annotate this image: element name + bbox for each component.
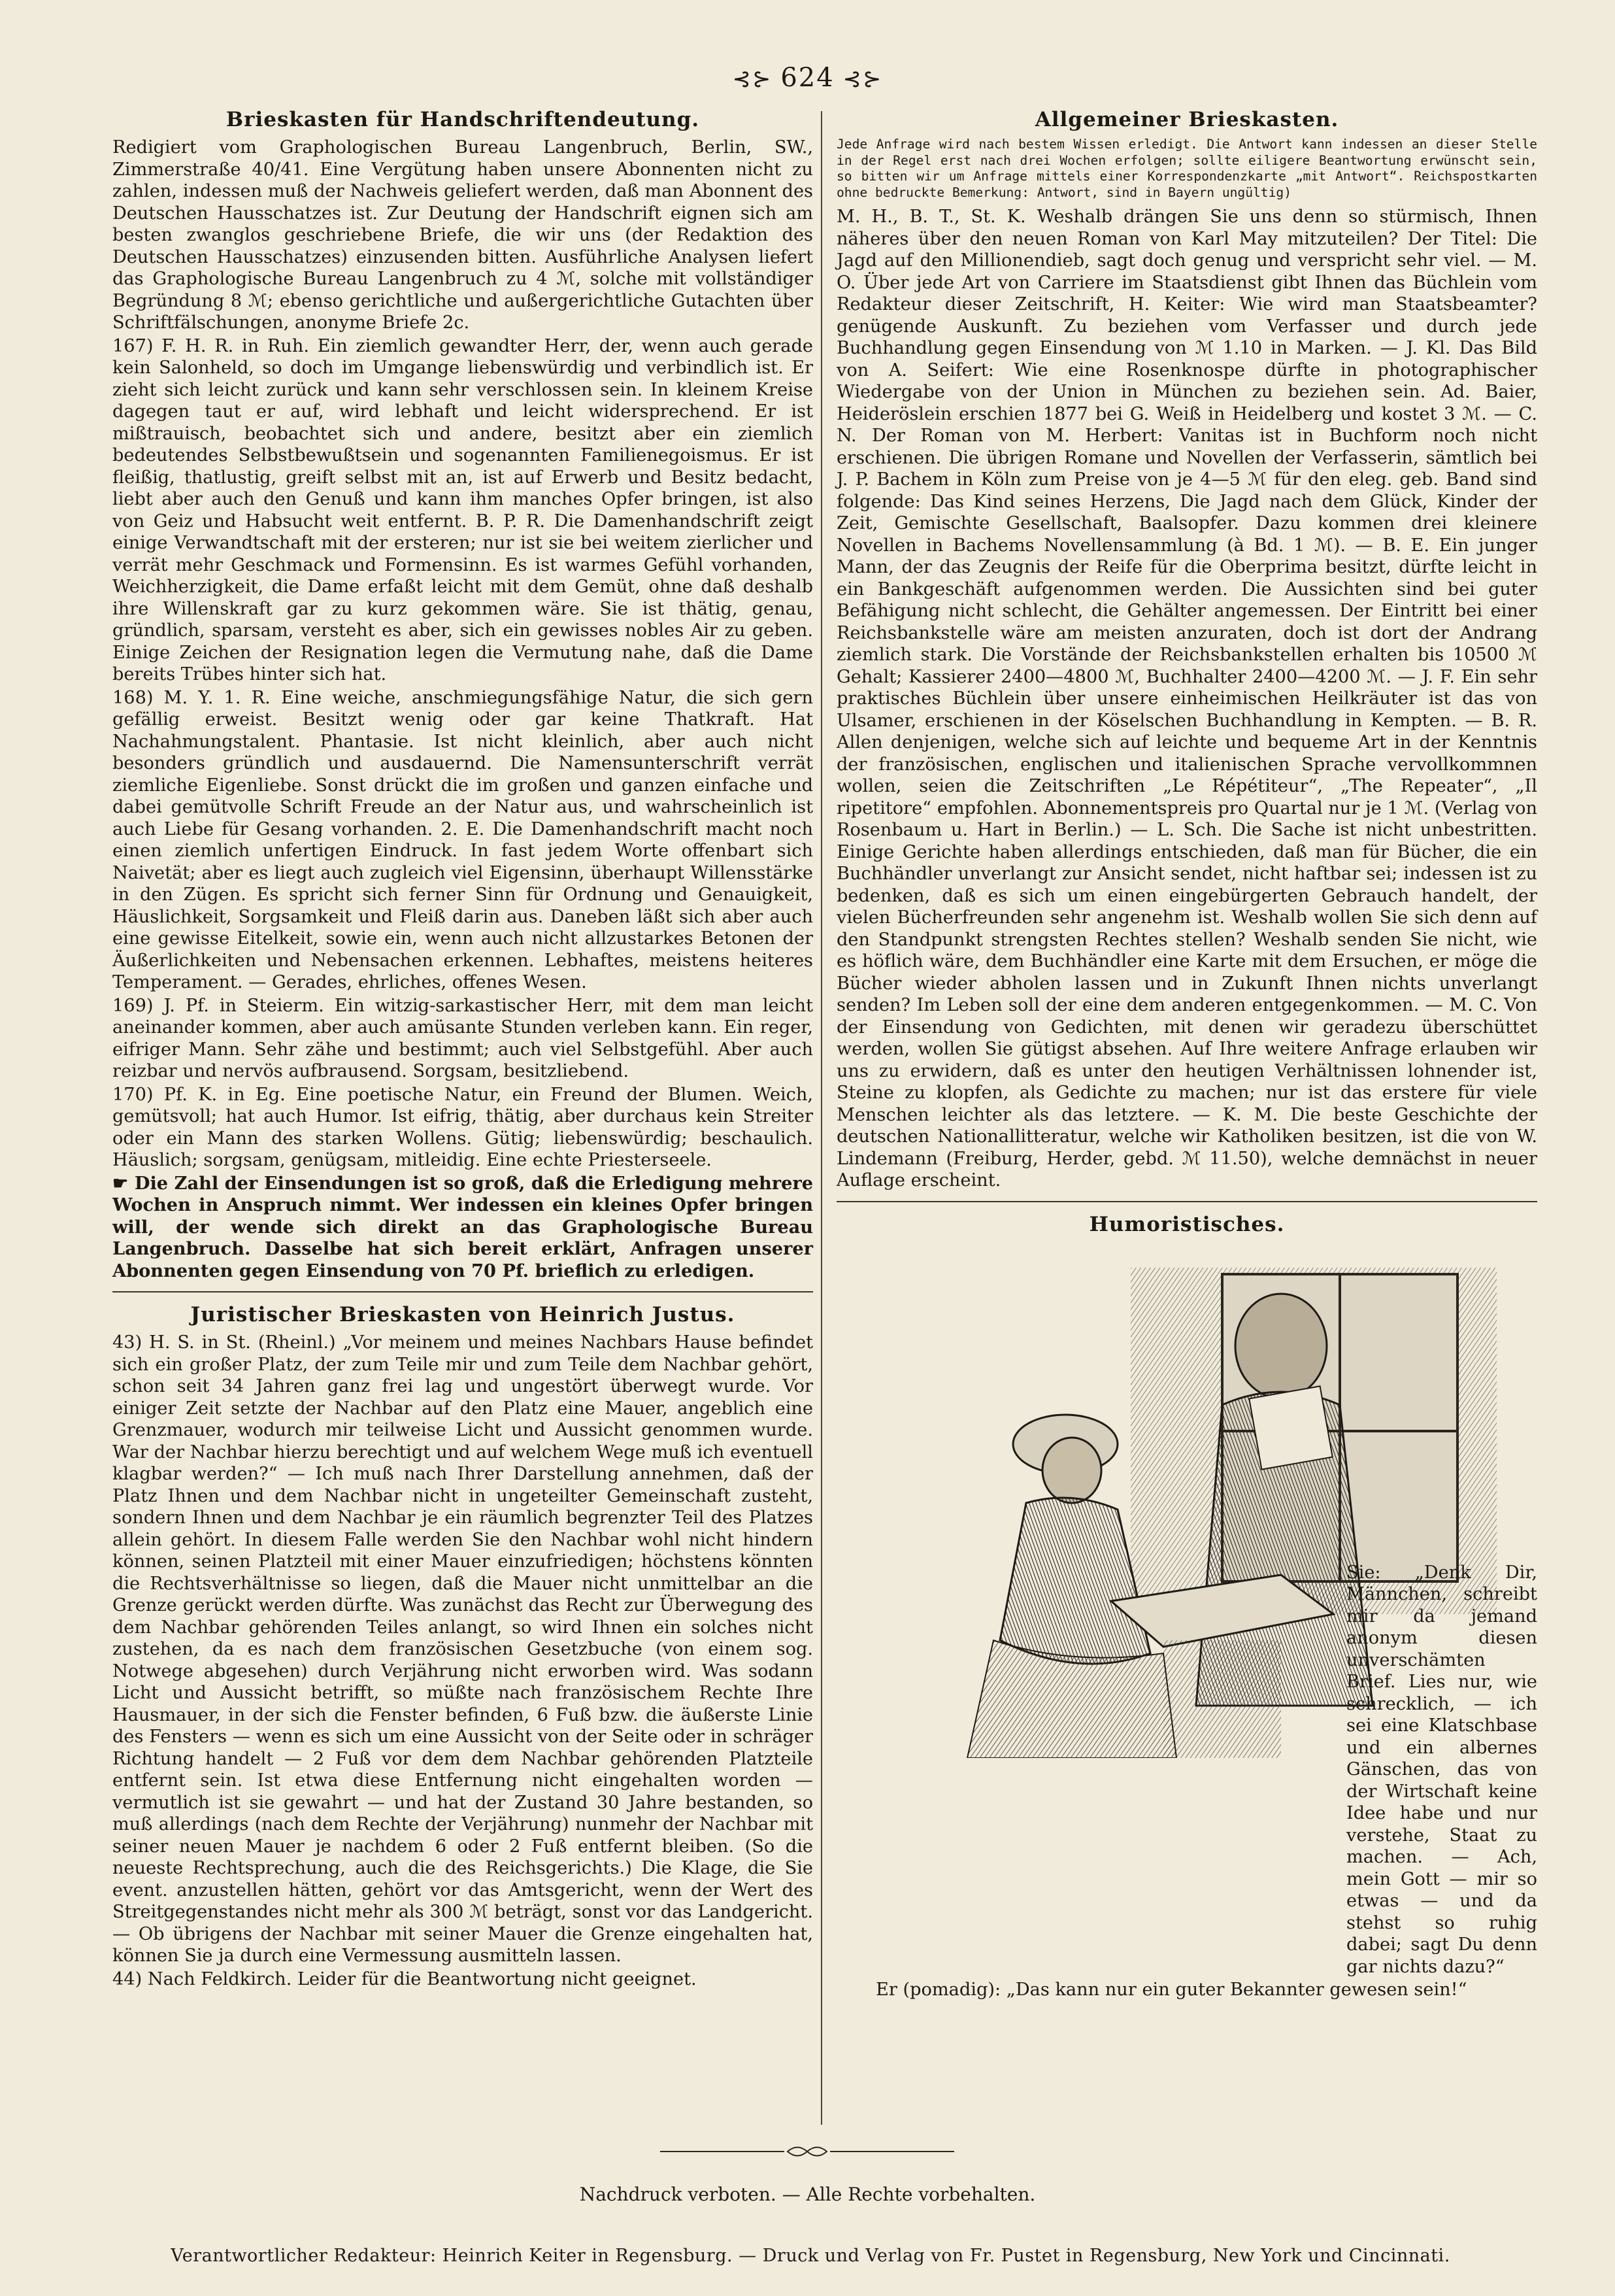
footer-imprint: Verantwortlicher Redakteur: Heinrich Keiter in Regensburg. — Druck und Verlag von Fr. Pustet in Regensburg, New York und Cincinnati. <box>171 2246 1450 2266</box>
section-divider <box>112 1291 813 1292</box>
woman-head <box>1042 1438 1101 1503</box>
humor-title: Humoristisches. <box>1089 1212 1285 1236</box>
general-note: Jede Anfrage wird nach bestem Wissen erledigt. Die Antwort kann indessen an dieser Stelle in der Regel erst nach drei Wochen erfolgen; sollte eiligere Beantwortung erwünscht sein, so bitten wir um Anfrage mittels einer Korrespondenzkarte „mit Antwort“. Reichspostkarten ohne bedruckte Bemerkung: Antwort, sind in Bayern ungültig) <box>837 137 1537 200</box>
graphology-notice: ☛ Die Zahl der Einsendungen ist so groß, daß die Erledigung mehrere Wochen in Anspruch nimmt. Wer indessen ein kleines Opfer bringen will, der wende sich direkt an das Graphologische Bureau Langenbruch. Dasselbe hat sich bereit erklärt, Anfragen unserer Abonnenten gegen Einsendung von 70 Pf. brieflich zu erledigen. <box>112 1172 813 1281</box>
legal-title: Juristischer Brieskasten von Heinrich Justus. <box>190 1303 735 1326</box>
column-divider <box>821 111 822 2125</box>
left-ornament: ⊰⊱ <box>732 66 781 92</box>
right-column <box>837 108 1537 2001</box>
man-head <box>1235 1294 1327 1398</box>
section-divider <box>837 1201 1537 1202</box>
humor-reply: Er (pomadig): „Das kann nur ein guter Bekannter gewesen sein!“ <box>876 1980 1467 2000</box>
reprint-notice: Nachdruck verboten. — Alle Rechte vorbehalten. <box>579 2184 1036 2205</box>
humor-caption: Sie: „Denk Dir, Männchen, schreibt mir da jemand anonym diesen unverschämten Brief. Lies nur, wie schrecklich, — ich sei eine Klatschbase und ein albernes Gänschen, das von der Wirtschaft keine Idee habe und nur verstehe, Staat zu machen. — Ach, mein Gott — mir so etwas — und da stehst so ruhig dabei; sagt Du denn gar nichts dazu?“ <box>1346 1562 1537 1977</box>
letter <box>1249 1386 1332 1469</box>
page-number-header <box>0 63 1615 93</box>
general-body: M. H., B. T., St. K. Weshalb drängen Sie uns denn so stürmisch, Ihnen näheres über den neuen Roman von Karl May mitzuteilen? Der Titel: Die Jagd auf den Millionendieb, sagt doch genug und verspricht sehr viel. — M. O. Über jede Art von Carriere im Staatsdienst gibt Ihnen das Büchlein vom Redakteur dieser Zeitschrift, H. Keiter: Wie wird man Staatsbeamter? genügende Auskunft. Zu beziehen vom Verfasser und durch jede Buchhandlung gegen Einsendung von ℳ 1.10 in Marken. — J. Kl. Das Bild von A. Seifert: Wie eine Rosenknospe dürfte in photographischer Wiedergabe von der Union in München zu beziehen sein. Ad. Baier, Heideröslein erschien 1877 bei G. Weiß in Heidelberg und kostet 3 ℳ. — C. N. Der Roman von M. Herbert: Vanitas ist in Buchform noch nicht erschienen. Die übrigen Romane und Novellen der Verfasserin, sämtlich bei J. P. Bachem in Köln zum Preise von je 4—5 ℳ für den eleg. geb. Band sind folgende: Das Kind seines Herzens, Die Jagd nach dem Glück, Kinder der Zeit, Gemischte Gesellschaft, Baalsopfer. Dazu kommen drei kleinere Novellen in Bachems Novellensammlung (à Bd. 1 ℳ). — B. E. Ein junger Mann, der das Zeugnis der Reife für die Oberprima besitzt, dürfte leicht in ein Bankgeschäft aufgenommen werden. Die Aussichten sind bei guter Befähigung nicht schlecht, die Gehälter angemessen. Der Eintritt bei einer Reichsbankstelle wäre am meisten anzuraten, doch ist dort der Andrang ziemlich stark. Die Vorstände der Reichsbankstellen erhalten bis 10500 ℳ Gehalt; Kassierer 2400—4800 ℳ, Buchhalter 2400—4200 ℳ. — J. F. Ein sehr praktisches Büchlein über unsere einheimischen Heilkräuter ist das von Ulsamer, erschienen in der Köselschen Buchhandlung in Kempten. — B. R. Allen denjenigen, welche sich auf leichte und bequeme Art in der Kenntnis der französischen, englischen und italienischen Sprache vervollkommnen wollen, seien die Zeitschriften „Le Répétiteur“, „The Repeater“, „Il ripetitore“ empfohlen. Abonnementspreis pro Quartal nur je 1 ℳ. (Verlag von Rosenbaum u. Hart in Berlin.) — L. Sch. Die Sache ist nicht unbestritten. Einige Gerichte haben allerdings entschieden, daß man für Bücher, die ein Buchhändler unverlangt zur Ansicht sendet, nicht haftbar sei; indessen ist zu bedenken, daß es sich um einen eingebürgerten Gebrauch handelt, der vielen Bücherfreunden sehr angenehm ist. Weshalb wollen Sie sich denn auf den Standpunkt strengsten Rechtes stellen? Weshalb senden Sie nicht, wie es höflich wäre, dem Buchhändler eine Karte mit dem Ersuchen, er möge die Bücher wieder abholen lassen und in Zukunft Ihnen nichts unverlangt senden? Im Leben soll der eine dem anderen entgegenkommen. — M. C. Von der Einsendung von Gedichten, mit denen wir geradezu überschüttet werden, wollen Sie gütigst absehen. Auf Ihre weitere Anfrage erlauben wir uns zu erwidern, daß es unter den heutigen Verhältnissen lohnender ist, Steine zu klopfen, als Gedichte zu machen; nur ist das erstere für viele Menschen leichter als das letztere. — K. M. Die beste Geschichte der deutschen Nationallitteratur, welche wir Katholiken besitzen, ist die von W. Lindemann (Freiburg, Herder, gebd. ℳ 11.50), welche demnächst in neuer Auflage erscheint. <box>837 207 1537 1190</box>
humor-caption-block <box>837 1562 1537 2001</box>
closing-ornament <box>660 2143 954 2160</box>
page-number: 624 <box>780 63 835 93</box>
graphology-intro: Redigiert vom Graphologischen Bureau Langenbruch, Berlin, SW., Zimmerstraße 40/41. Eine Vergütung haben unsere Abonnenten nicht zu zahlen, indessen muß der Nachweis geliefert werden, daß man Abonnent des Deutschen Hausschatzes ist. Zur Deutung der Handschrift eignen sich am besten zwanglos geschriebene Briefe, die wir uns (der Redaktion des Deutschen Hausschatzes) einzusenden bitten. Ausführliche Analysen liefert das Graphologische Bureau Langenbruch zu 4 ℳ, solche mit vollständiger Begründung 8 ℳ; ebenso gerichtliche und außergerichtliche Gutachten über Schriftfälschungen, anonyme Briefe 2c. <box>112 137 813 333</box>
graphology-title: Brieskasten für Handschriftendeutung. <box>225 108 700 131</box>
right-ornament: ⊰⊱ <box>834 66 883 92</box>
graphology-entry-170: 170) Pf. K. in Eg. Eine poetische Natur, ein Freund der Blumen. Weich, gemütsvoll; hat auch Humor. Ist eifrig, thätig, aber durchaus kein Streiter oder ein Mann des starken Wollens. Gütig; liebenswürdig; beschaulich. Häuslich; sorgsam, genügsam, mitleidig. Eine echte Priesterseele. <box>112 1084 813 1170</box>
graphology-entry-168: 168) M. Y. 1. R. Eine weiche, anschmiegungsfähige Natur, die sich gern gefällig erweist. Besitzt wenig oder gar keine Thatkraft. Hat Nachahmungstalent. Phantasie. Ist nicht kleinlich, aber auch nicht besonders gründlich und ausdauernd. Die Namensunterschrift verrät ziemliche Eigenliebe. Sonst drückt die im großen und ganzen einfache und dabei gemütvolle Schrift Freude an der Natur aus, und wahrscheinlich ist auch Liebe für Gesang vorhanden. 2. E. Die Damenhandschrift macht noch einen ziemlich unfertigen Eindruck. In fast jedem Worte offenbart sich Naivetät; aber es liegt auch zugleich viel Eigensinn, überhaupt Willensstärke in den Zügen. Es spricht sich ferner Sinn für Ordnung und Genauigkeit, Häuslichkeit, Sorgsamkeit und Fleiß darin aus. Daneben läßt sich aber auch eine gewisse Eitelkeit, sowie ein, wenn auch nicht allzustarkes Betonen der Äußerlichkeiten und Nebensachen erkennen. Lebhaftes, meistens heiteres Temperament. — Gerades, ehrliches, offenes Wesen. <box>112 687 813 992</box>
graphology-entry-167: 167) F. H. R. in Ruh. Ein ziemlich gewandter Herr, der, wenn auch gerade kein Salonheld, so doch im Umgange liebenswürdig und verbindlich ist. Er zieht sich leicht zurück und kann sehr verschlossen sein. In kleinem Kreise dagegen taut er auf, wird lebhaft und leicht widersprechend. Er ist mißtrauisch, beobachtet sich und andere, besitzt aber ein ziemlich bedeutendes Selbstbewußtsein und sogenannten Familienegoismus. Er ist fleißig, thatlustig, greift selbst mit an, ist auf Erwerb und Besitz bedacht, liebt aber auch den Genuß und kann ihm manches Opfer bringen, ist also von Geiz und Habsucht weit entfernt. B. P. R. Die Damenhandschrift zeigt einige Verwandtschaft mit der ersteren; nur ist sie bei weitem zierlicher und verrät mehr Geschmack und Formensinn. Es ist warmes Gefühl vorhanden, Weichherzigkeit, die Dame erfaßt leicht mit dem Gemüt, ohne daß deshalb ihre Willenskraft gar zu kurz gekommen wäre. Sie ist thätig, genau, gründlich, sparsam, versteht es aber, sich ein gewisses nobles Air zu geben. Einige Zeichen der Resignation legen die Vermutung nahe, daß die Dame bereits Trübes hinter sich hat. <box>112 335 813 684</box>
legal-entry-44: 44) Nach Feldkirch. Leider für die Beantwortung nicht geeignet. <box>112 1968 697 1989</box>
legal-entry-43: 43) H. S. in St. (Rheinl.) „Vor meinem und meines Nachbars Hause befindet sich ein großer Platz, der zum Teile mir und zum Teile dem Nachbar gehört, schon seit 34 Jahren ganz frei lag und ungestört überwegt wurde. Vor einiger Zeit setzte der Nachbar auf den Platz eine Mauer, angeblich eine Grenzmauer, wodurch mir teilweise Licht und Aussicht genommen wurde. War der Nachbar hierzu berechtigt und auf welchem Wege muß ich eventuell klagbar werden?“ — Ich muß nach Ihrer Darstellung annehmen, daß der Platz Ihnen und dem Nachbar nicht in ungeteilter Gemeinschaft zusteht, sondern Ihnen und dem Nachbar je ein räumlich begrenzter Teil des Platzes allein gehört. In diesem Falle werden Sie den Nachbar wohl nicht hindern können, seinen Platzteil mit einer Mauer einzufriedigen; höchstens könnten die Rechtsverhältnisse so liegen, daß die Mauer nicht unmittelbar an die Grenze gerückt werden dürfte. Was zunächst das Recht zur Überwegung des dem Nachbar gehörenden Teiles anlangt, so wird Ihnen ein solches nicht zustehen, da es nach dem französischen Gesetzbuche (von einem sog. Notwege abgesehen) durch Verjährung nicht erworben wird. Was sodann Licht und Aussicht betrifft, so müßte nach französischem Rechte Ihre Hausmauer, in der sich die Fenster befinden, 6 Fuß bzw. die äußerste Linie des Fensters — wenn es sich um eine Aussicht von der Seite oder in schräger Richtung handelt — 2 Fuß vor dem dem Nachbar gehörenden Platzteile entfernt sein. Ist etwa diese Entfernung nicht eingehalten worden — vermutlich ist sie gewahrt — und hat der Zustand 30 Jahre bestanden, so muß allerdings (nach dem Rechte der Verjährung) nunmehr der Nachbar mit seiner neuen Mauer je nachdem 6 oder 2 Fuß entfernt bleiben. (So die neueste Rechtsprechung, auch die des Reichsgerichts.) Die Klage, die Sie event. anzustellen hätten, gehört vor das Amtsgericht, wenn der Wert des Streitgegenstandes nicht mehr als 300 ℳ beträgt, sonst vor das Landgericht. — Ob übrigens der Nachbar mit seiner Mauer die Grenze eingehalten hat, können Sie ja durch eine Vermessung ausmitteln lassen. <box>112 1332 813 1966</box>
left-column <box>112 108 813 1990</box>
general-title: Allgemeiner Brieskasten. <box>1035 108 1339 131</box>
graphology-entry-169: 169) J. Pf. in Steierm. Ein witzig-sarkastischer Herr, mit dem man leicht aneinander kommen, aber auch amüsante Stunden verleben kann. Ein reger, eifriger Mann. Sehr zähe und bestimmt; auch viel Selbstgefühl. Aber auch reizbar und nervös aufbrausend. Sorgsam, besitzliebend. <box>112 995 813 1081</box>
